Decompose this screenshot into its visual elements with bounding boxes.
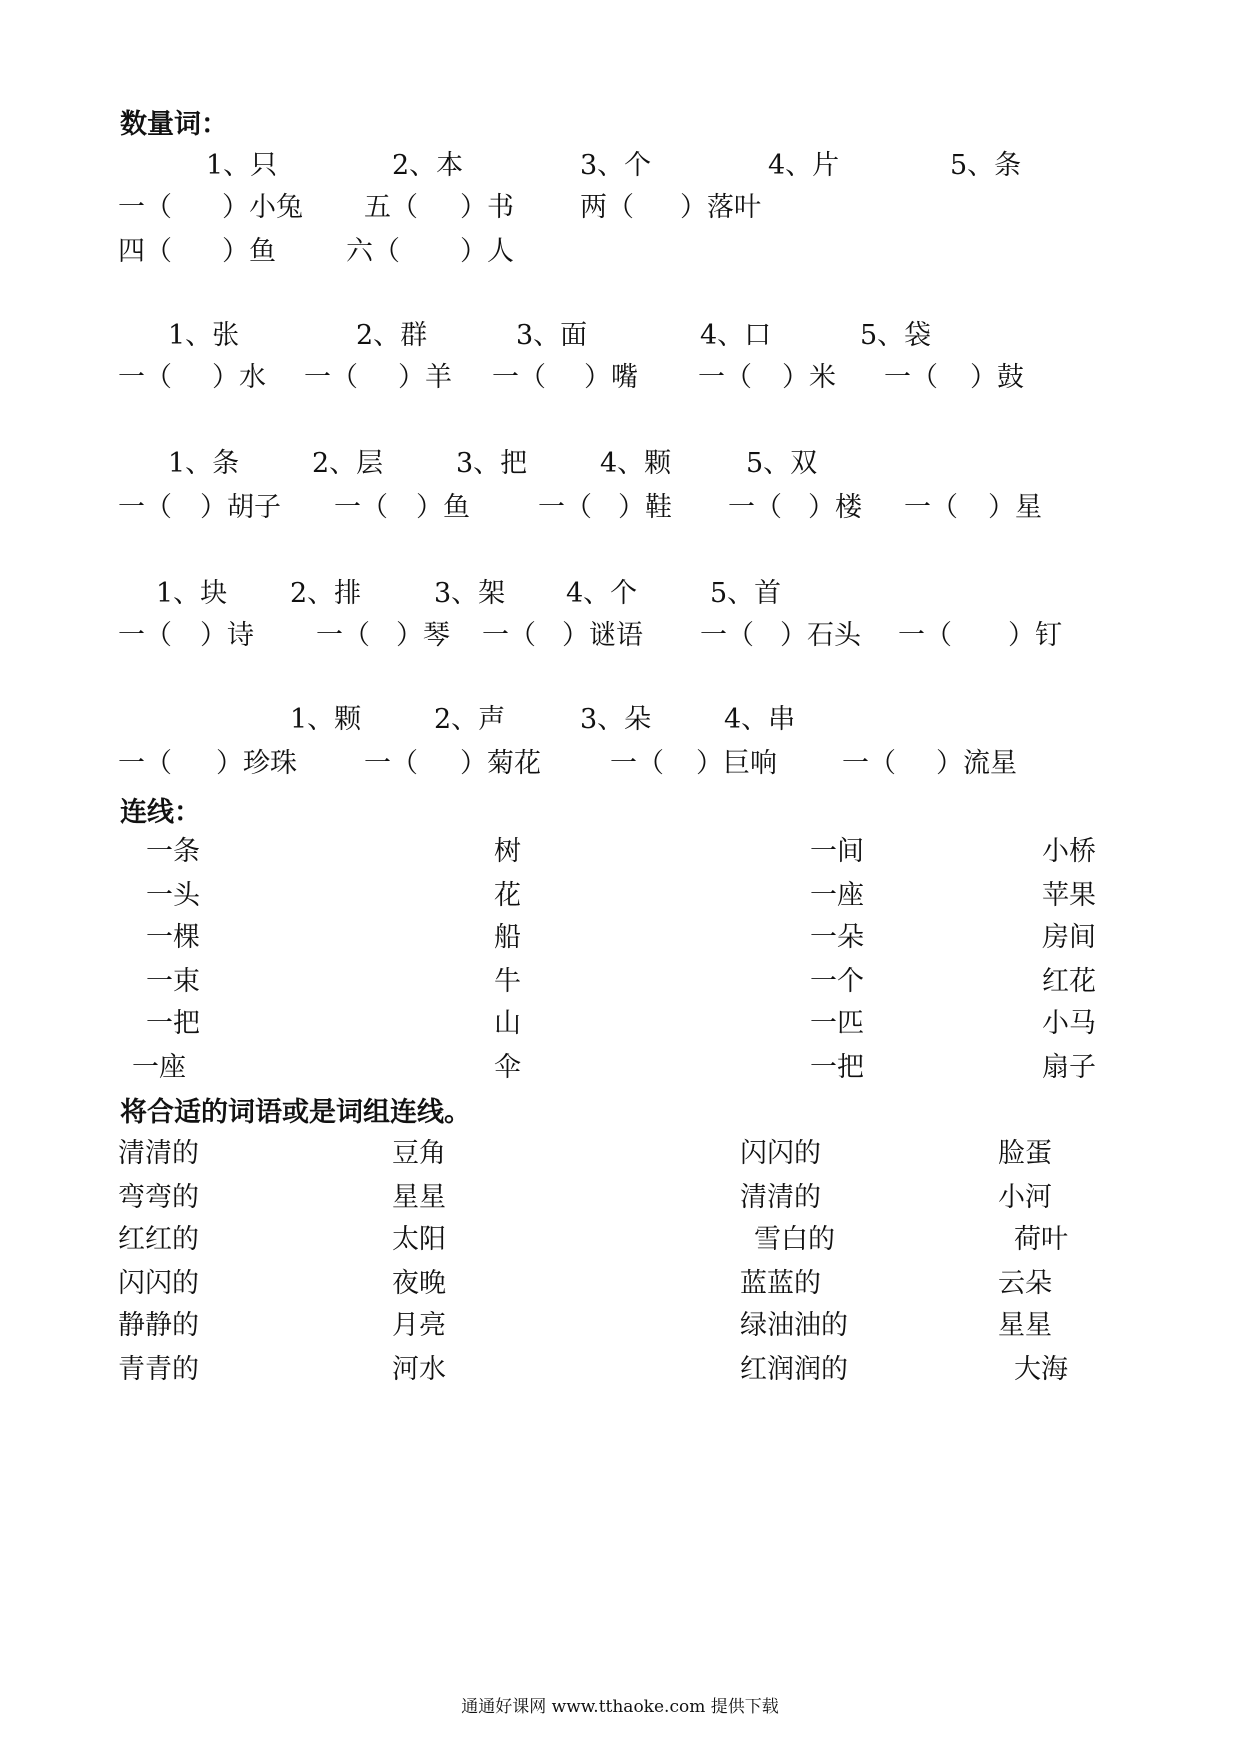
matching-item: 一头 (146, 880, 200, 911)
phrase-matching-item: 河水 (392, 1354, 446, 1385)
blank-phrase-segment: 一（ (304, 362, 358, 393)
option-word: 5、袋 (860, 320, 932, 351)
blank-phrase-segment: ）鱼 (416, 492, 470, 523)
option-word: 2、本 (392, 150, 464, 181)
blank-phrase-segment: 一（ (482, 620, 536, 651)
matching-item: 一座 (132, 1052, 186, 1083)
option-word: 4、颗 (600, 448, 672, 479)
matching-item: 小马 (1042, 1008, 1096, 1039)
matching-item: 红花 (1042, 966, 1096, 997)
blank-phrase-segment: 一（ (698, 362, 752, 393)
phrase-matching-item: 红润润的 (740, 1354, 848, 1385)
phrase-matching-item: 弯弯的 (118, 1182, 199, 1213)
option-word: 4、个 (566, 578, 638, 609)
matching-item: 一把 (810, 1052, 864, 1083)
blank-phrase-segment: 一（ (898, 620, 952, 651)
phrase-matching-item: 闪闪的 (740, 1138, 821, 1169)
blank-phrase-segment: 一（ (118, 620, 172, 651)
option-word: 3、架 (434, 578, 506, 609)
option-word: 3、把 (456, 448, 528, 479)
blank-phrase-segment: ）琴 (396, 620, 450, 651)
blank-phrase-segment: ）鱼 (222, 236, 276, 267)
phrase-matching-item: 蓝蓝的 (740, 1268, 821, 1299)
blank-phrase-segment: ）胡子 (200, 492, 281, 523)
section-heading-matching: 连线： (120, 797, 201, 828)
option-word: 3、面 (516, 320, 588, 351)
phrase-matching-item: 雪白的 (754, 1224, 835, 1255)
blank-phrase-segment: ）楼 (808, 492, 862, 523)
blank-phrase-segment: ）小兔 (222, 192, 303, 223)
blank-phrase-segment: 一（ (538, 492, 592, 523)
blank-phrase-segment: ）书 (460, 192, 514, 223)
matching-item: 牛 (494, 966, 521, 997)
phrase-matching-item: 月亮 (392, 1310, 446, 1341)
option-word: 3、朵 (580, 704, 652, 735)
blank-phrase-segment: ）珍珠 (216, 748, 297, 779)
blank-phrase-segment: ）流星 (936, 748, 1017, 779)
phrase-matching-item: 豆角 (392, 1138, 446, 1169)
matching-item: 一匹 (810, 1008, 864, 1039)
phrase-matching-item: 云朵 (998, 1268, 1052, 1299)
phrase-matching-item: 绿油油的 (740, 1310, 848, 1341)
option-word: 5、首 (710, 578, 782, 609)
matching-item: 一条 (146, 836, 200, 867)
option-word: 2、声 (434, 704, 506, 735)
option-word: 4、串 (724, 704, 796, 735)
option-word: 5、双 (746, 448, 818, 479)
matching-item: 一个 (810, 966, 864, 997)
blank-phrase-segment: 四（ (118, 236, 172, 267)
blank-phrase-segment: ）水 (212, 362, 266, 393)
blank-phrase-segment: 一（ (118, 748, 172, 779)
matching-item: 房间 (1042, 922, 1096, 953)
option-word: 2、层 (312, 448, 384, 479)
matching-item: 一棵 (146, 922, 200, 953)
section-heading-measure-words: 数量词： (120, 109, 228, 140)
blank-phrase-segment: ）星 (988, 492, 1042, 523)
option-word: 4、口 (700, 320, 772, 351)
phrase-matching-item: 青青的 (118, 1354, 199, 1385)
matching-item: 一朵 (810, 922, 864, 953)
blank-phrase-segment: 一（ (118, 192, 172, 223)
option-word: 1、条 (168, 448, 240, 479)
footer-credit: 通通好课网 www.tthaoke.com 提供下载 (461, 1697, 779, 1717)
matching-item: 船 (494, 922, 521, 953)
section-heading-phrase-matching: 将合适的词语或是词组连线。 (120, 1097, 471, 1128)
phrase-matching-item: 脸蛋 (998, 1138, 1052, 1169)
blank-phrase-segment: 一（ (118, 362, 172, 393)
blank-phrase-segment: 一（ (884, 362, 938, 393)
matching-item: 扇子 (1042, 1052, 1096, 1083)
matching-item: 一座 (810, 880, 864, 911)
blank-phrase-segment: ）落叶 (680, 192, 761, 223)
phrase-matching-item: 清清的 (740, 1182, 821, 1213)
option-word: 4、片 (768, 150, 840, 181)
blank-phrase-segment: 两（ (580, 192, 634, 223)
option-word: 1、颗 (290, 704, 362, 735)
blank-phrase-segment: ）鞋 (618, 492, 672, 523)
option-word: 1、张 (168, 320, 240, 351)
phrase-matching-item: 清清的 (118, 1138, 199, 1169)
blank-phrase-segment: 一（ (364, 748, 418, 779)
blank-phrase-segment: ）诗 (200, 620, 254, 651)
blank-phrase-segment: ）巨响 (696, 748, 777, 779)
phrase-matching-item: 荷叶 (1014, 1224, 1068, 1255)
blank-phrase-segment: ）谜语 (562, 620, 643, 651)
option-word: 3、个 (580, 150, 652, 181)
blank-phrase-segment: ）菊花 (460, 748, 541, 779)
matching-item: 伞 (494, 1052, 521, 1083)
matching-item: 小桥 (1042, 836, 1096, 867)
blank-phrase-segment: 一（ (610, 748, 664, 779)
blank-phrase-segment: 一（ (118, 492, 172, 523)
phrase-matching-item: 星星 (392, 1182, 446, 1213)
phrase-matching-item: 大海 (1014, 1354, 1068, 1385)
matching-item: 一束 (146, 966, 200, 997)
matching-item: 苹果 (1042, 880, 1096, 911)
matching-item: 一间 (810, 836, 864, 867)
option-word: 5、条 (950, 150, 1022, 181)
blank-phrase-segment: ）羊 (398, 362, 452, 393)
phrase-matching-item: 夜晚 (392, 1268, 446, 1299)
matching-item: 树 (494, 836, 521, 867)
option-word: 1、只 (206, 150, 278, 181)
option-word: 1、块 (156, 578, 228, 609)
phrase-matching-item: 星星 (998, 1310, 1052, 1341)
option-word: 2、群 (356, 320, 428, 351)
matching-item: 一把 (146, 1008, 200, 1039)
blank-phrase-segment: ）鼓 (970, 362, 1024, 393)
blank-phrase-segment: 六（ (346, 236, 400, 267)
blank-phrase-segment: ）钉 (1008, 620, 1062, 651)
blank-phrase-segment: 一（ (728, 492, 782, 523)
blank-phrase-segment: 一（ (492, 362, 546, 393)
blank-phrase-segment: 一（ (334, 492, 388, 523)
blank-phrase-segment: 一（ (316, 620, 370, 651)
phrase-matching-item: 红红的 (118, 1224, 199, 1255)
blank-phrase-segment: 一（ (904, 492, 958, 523)
matching-item: 山 (494, 1008, 521, 1039)
phrase-matching-item: 太阳 (392, 1224, 446, 1255)
blank-phrase-segment: ）石头 (780, 620, 861, 651)
option-word: 2、排 (290, 578, 362, 609)
blank-phrase-segment: ）人 (460, 236, 514, 267)
blank-phrase-segment: 一（ (842, 748, 896, 779)
blank-phrase-segment: 一（ (700, 620, 754, 651)
phrase-matching-item: 闪闪的 (118, 1268, 199, 1299)
matching-item: 花 (494, 880, 521, 911)
blank-phrase-segment: 五（ (364, 192, 418, 223)
blank-phrase-segment: ）嘴 (584, 362, 638, 393)
blank-phrase-segment: ）米 (782, 362, 836, 393)
phrase-matching-item: 静静的 (118, 1310, 199, 1341)
phrase-matching-item: 小河 (998, 1182, 1052, 1213)
